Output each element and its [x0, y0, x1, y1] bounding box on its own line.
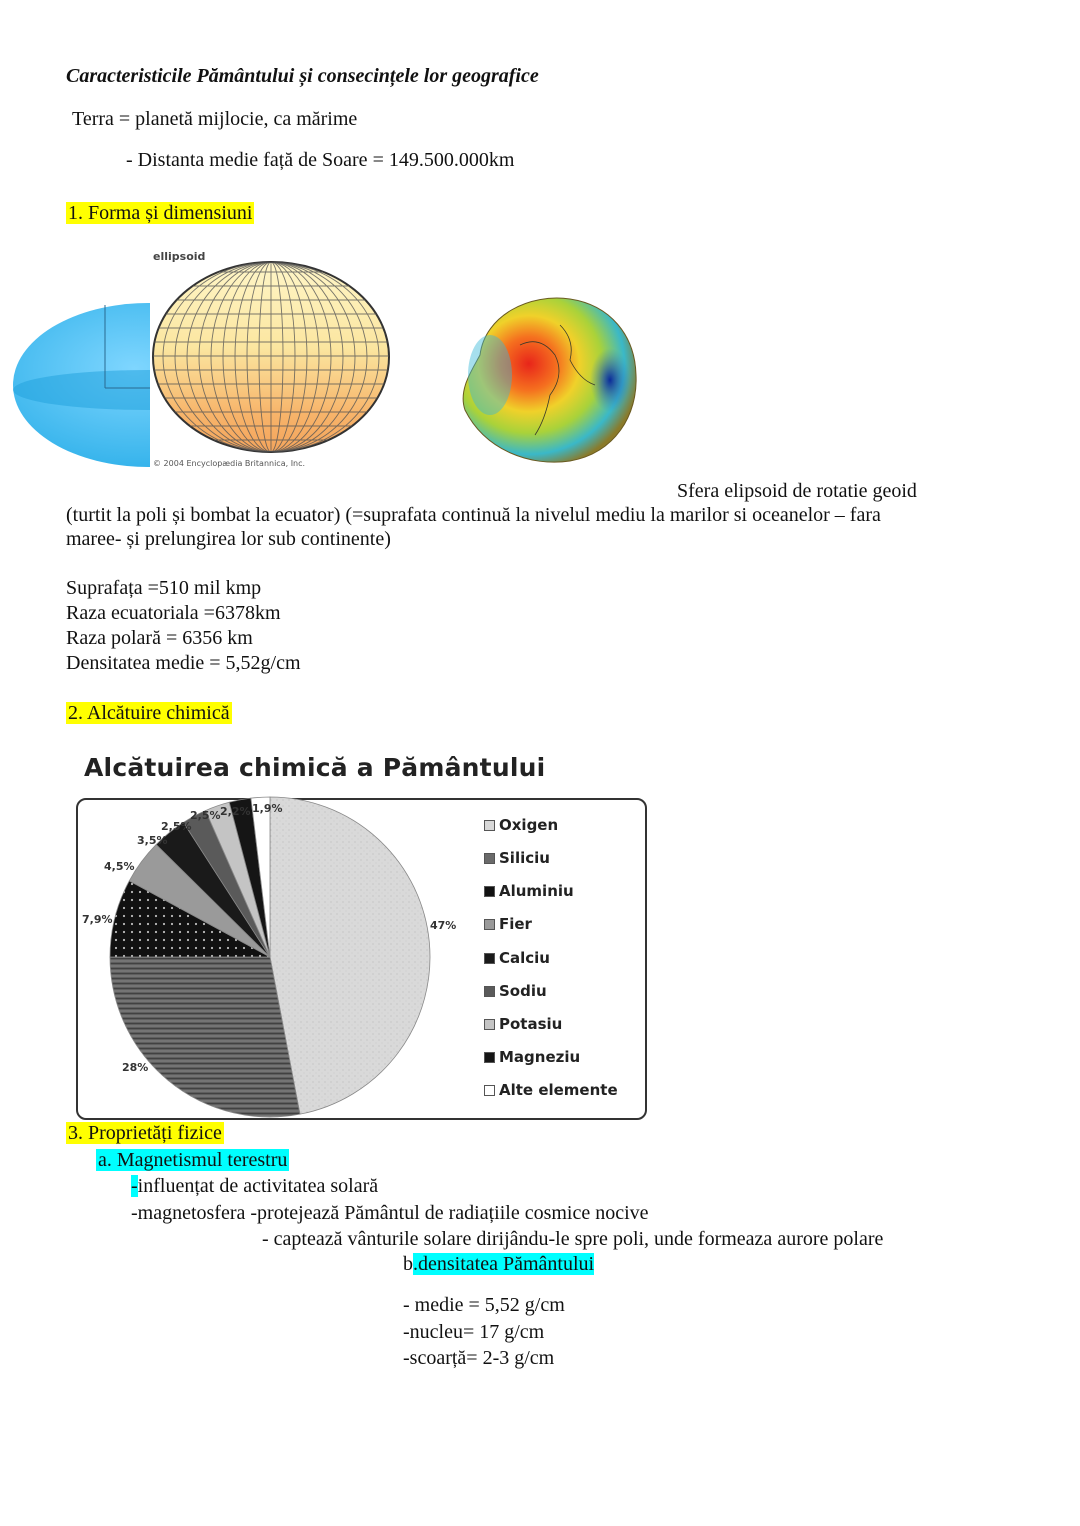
pie-label-fier: 4,5%	[104, 860, 135, 873]
legend-label: Magneziu	[499, 1048, 581, 1066]
magnetism-line1	[131, 1174, 378, 1198]
pie-label-calciu: 3,5%	[137, 834, 168, 847]
section3-heading-text: 3. Proprietăți fizice	[68, 1122, 222, 1144]
magnetism-line3: - captează vânturile solare dirijându-le spre poli, unde formeaza aurore polare	[262, 1228, 884, 1250]
legend-swatch-icon	[484, 820, 495, 831]
legend-swatch-icon	[484, 853, 495, 864]
pie-slice-oxigen	[270, 797, 430, 1114]
fact-density: Densitatea medie = 5,52g/cm	[66, 652, 301, 674]
pie-label-siliciu: 28%	[122, 1061, 149, 1074]
shapes-description-line1: (turtit la poli și bombat la ecuator) (=suprafata continuă la nivelul mediu la marilor si oceanelor – fara	[66, 504, 881, 526]
legend-label: Oxigen	[499, 816, 559, 834]
legend-swatch-icon	[484, 953, 495, 964]
pie-label-potasiu: 2,5%	[190, 809, 221, 822]
legend-label: Fier	[499, 915, 532, 933]
legend-swatch-icon	[484, 1085, 495, 1096]
subsection-b-prefix: b	[403, 1253, 413, 1275]
intro-text: Terra = planetă mijlocie, ca mărime	[72, 108, 358, 130]
legend-label: Potasiu	[499, 1015, 563, 1033]
chart-title: Alcătuirea chimică a Pământului	[84, 753, 546, 782]
pie-label-sodiu: 2,5%	[161, 820, 192, 833]
subsection-a-heading	[96, 1148, 289, 1172]
legend-swatch-icon	[484, 886, 495, 897]
pie-label-oxigen: 47%	[430, 919, 457, 932]
fact-equatorial-radius: Raza ecuatoriala =6378km	[66, 602, 281, 624]
legend-item-aluminiu	[484, 882, 574, 900]
density-crust: -scoarță= 2-3 g/cm	[403, 1347, 555, 1369]
legend-swatch-icon	[484, 986, 495, 997]
subsection-a-heading-text: a. Magnetismul terestru	[98, 1149, 288, 1171]
pie-label-aluminiu: 7,9%	[82, 913, 113, 926]
legend-item-oxigen	[484, 816, 558, 834]
subsection-b-heading	[403, 1252, 594, 1276]
legend-item-potasiu	[484, 1015, 562, 1033]
section1-heading-text: 1. Forma și dimensiuni	[68, 202, 253, 224]
legend-item-alte-elemente	[484, 1081, 618, 1099]
highlighted-dash: -	[131, 1175, 138, 1197]
fact-surface: Suprafața =510 mil kmp	[66, 577, 262, 599]
legend-swatch-icon	[484, 1019, 495, 1030]
section2-heading-text: 2. Alcătuire chimică	[68, 702, 230, 724]
section3-heading	[66, 1121, 224, 1145]
distance-text: - Distanta medie față de Soare = 149.500.000km	[126, 149, 515, 171]
pie-label-alte: 1,9%	[252, 802, 283, 815]
ellipsoid-credit: © 2004 Encyclopædia Britannica, Inc.	[153, 459, 306, 468]
legend-item-fier	[484, 915, 532, 933]
fact-polar-radius: Raza polară = 6356 km	[66, 627, 253, 649]
legend-item-calciu	[484, 949, 550, 967]
legend-item-siliciu	[484, 849, 550, 867]
legend-label: Sodiu	[499, 982, 547, 1000]
legend-label: Siliciu	[499, 849, 550, 867]
legend-item-magneziu	[484, 1048, 580, 1066]
shapes-caption: Sfera elipsoid de rotatie geoid	[677, 480, 917, 502]
legend-swatch-icon	[484, 919, 495, 930]
shapes-description-line2: maree- și prelungirea lor sub continente)	[66, 528, 391, 550]
ellipsoid-label: ellipsoid	[153, 250, 206, 263]
density-mean: - medie = 5,52 g/cm	[403, 1294, 565, 1316]
legend-label: Aluminiu	[499, 882, 574, 900]
legend-swatch-icon	[484, 1052, 495, 1063]
legend-label: Alte elemente	[499, 1081, 618, 1099]
pie-slice-siliciu	[110, 957, 300, 1117]
subsection-b-heading-text: .densitatea Pământului	[413, 1253, 595, 1275]
pie-label-magneziu: 2,2%	[220, 805, 251, 818]
document-title: Caracteristicile Pământului și consecințele lor geografice	[66, 65, 539, 87]
magnetism-line2: -magnetosfera -protejează Pământul de radiațiile cosmice nocive	[131, 1202, 649, 1224]
legend-label: Calciu	[499, 949, 550, 967]
magnetism-line1-text: influențat de activitatea solară	[137, 1175, 379, 1197]
legend-item-sodiu	[484, 982, 547, 1000]
density-core: -nucleu= 17 g/cm	[403, 1321, 545, 1343]
